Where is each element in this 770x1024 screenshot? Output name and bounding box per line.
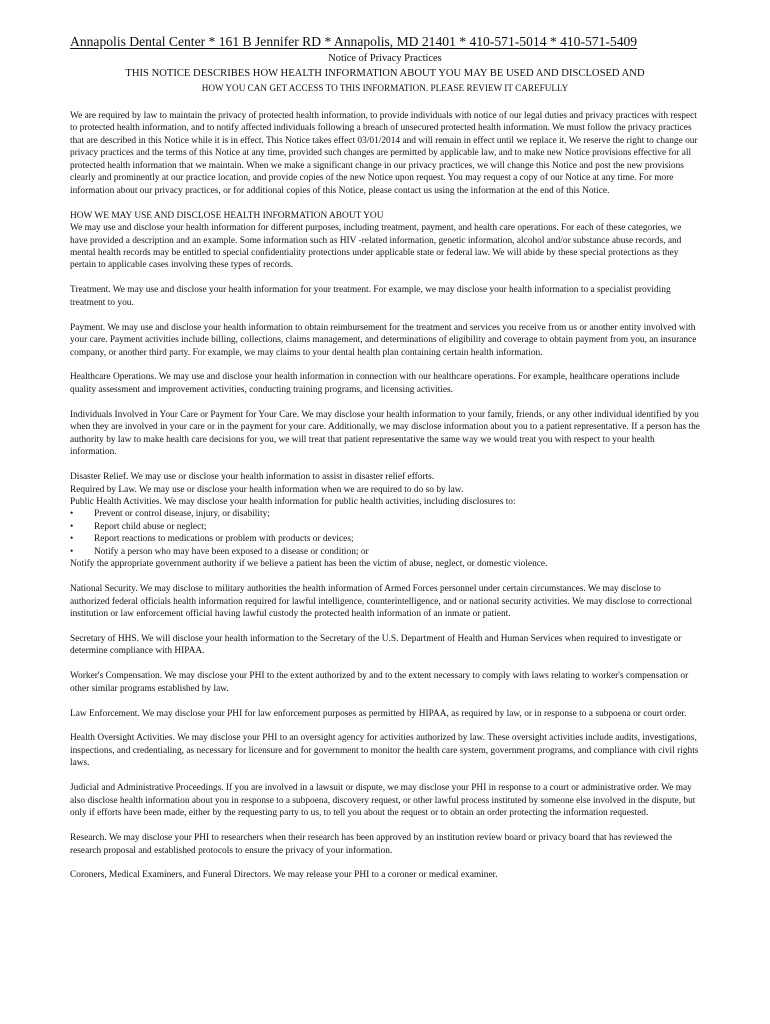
list-item-text: Prevent or control disease, injury, or disability; [94, 509, 270, 520]
workers-compensation-paragraph: Worker's Compensation. We may disclose your PHI to the extent authorized by and to the extent necessary to comply with laws relating to worker's compensation or other similar programs established by law. [70, 671, 689, 694]
list-item-text: Report reactions to medications or problem with products or devices; [94, 534, 354, 545]
list-item-text: Notify a person who may have been exposed to a disease or condition; or [94, 546, 369, 557]
payment-paragraph: Payment. We may use and disclose your health information to obtain reimbursement for the treatment and services you receive from us or another entity involved with your care. Payment activities include billing, collections, claims management, and determinations of eligibility and coverage to obtain payment from you, an insurance company, or another third party. For example, we may claims to your dental health plan containing certain health information. [70, 322, 697, 358]
national-security-paragraph: National Security. We may disclose to military authorities the health information of Armed Forces personnel under certain circumstances. We may disclose to authorized federal officials health information required for lawful intelligence, counterintelligence, and or national security activities. We may disclose to correctional institution or law enforcement official having lawful custody the protected health information of an inmate or patient. [70, 584, 693, 620]
list-item [70, 508, 700, 520]
law-enforcement-paragraph: Law Enforcement. We may disclose your PHI for law enforcement purposes as permitted by HIPAA, as required by law, or in response to a subpoena or court order. [70, 708, 687, 719]
notice-title: Notice of Privacy Practices [328, 53, 442, 64]
bullet-icon: • [70, 509, 74, 520]
disaster-relief-line: Disaster Relief. We may use or disclose your health information to assist in disaster relief efforts. [70, 472, 435, 483]
healthcare-operations-paragraph: Healthcare Operations. We may use and disclose your health information in connection with our healthcare operations. For example, healthcare operations include quality assessment and improvement activities, conducting training programs, and licensing activities. [70, 372, 680, 395]
bullet-icon: • [70, 521, 74, 532]
list-item [70, 533, 700, 545]
coroners-paragraph: Coroners, Medical Examiners, and Funeral Directors. We may release your PHI to a coroner or medical examiner. [70, 870, 498, 881]
notify-government-line: Notify the appropriate government authority if we believe a patient has been the victim of abuse, neglect, or domestic violence. [70, 559, 548, 570]
how-we-use-paragraph: We may use and disclose your health information for different purposes, including treatment, payment, and health care operations. For each of these categories, we have provided a description and an example. Some information such as HIV -related information, genetic information, alcohol and/or substance abuse records, and mental health records may be entitled to special confidentiality protections under applicable state or federal law. We will abide by these special protections as they pertain to applicable cases involving these types of records. [70, 223, 682, 271]
list-item [70, 546, 700, 558]
bullet-icon: • [70, 546, 74, 557]
practice-header: Annapolis Dental Center * 161 B Jennifer RD * Annapolis, MD 21401 * 410-571-5014 * 410-571-5409 [70, 34, 638, 49]
judicial-proceedings-paragraph: Judicial and Administrative Proceedings. If you are involved in a lawsuit or dispute, we may disclose your PHI in response to a court or administrative order. We may also disclose health information about you in response to a subpoena, discovery request, or other lawful process instituted by someone else involved in the dispute, but only if efforts have been made, either by the requesting party to us, to tell you about the request or to obtain an order protecting the information requested. [70, 783, 696, 819]
secretary-hhs-paragraph: Secretary of HHS. We will disclose your health information to the Secretary of the U.S. Department of Health and Human Services when required to investigate or determine compliance with HIPAA. [70, 633, 682, 657]
bullet-icon: • [70, 534, 74, 545]
list-item-text: Report child abuse or neglect; [94, 521, 207, 532]
required-by-law-line: Required by Law. We may use or disclose your health information when we are required to do so by law. [70, 484, 464, 495]
public-health-line: Public Health Activities. We may disclose your health information for public health activities, including disclosures to: [70, 496, 516, 507]
individuals-involved-paragraph: Individuals Involved in Your Care or Payment for Your Care. We may disclose your health information to your family, friends, or any other individual identified by you when they are involved in your care or in the payment for your care. Additionally, we may disclose information about you to a patient representative. If a person has the authority by law to make health care decisions for you, we will treat that patient representative the same way we would treat you with respect to your health information. [70, 409, 700, 458]
health-oversight-paragraph: Health Oversight Activities. We may disclose your PHI to an oversight agency for activities authorized by law. These oversight activities include audits, investigations, inspections, and credentialing, as necessary for licensure and for government to monitor the health care system, government programs, and compliance with civil rights laws. [70, 733, 699, 769]
treatment-paragraph: Treatment. We may use and disclose your health information for your treatment. For example, we may disclose your health information to a specialist providing treatment to you. [70, 285, 671, 308]
intro-paragraph: We are required by law to maintain the privacy of protected health information, to provide individuals with notice of our legal duties and privacy practices with respect to protected health information, and to notify affected individuals following a breach of unsecured protected health information. We must follow the privacy practices that are described in this Notice while it is in effect. This Notice takes effect 03/01/2014 and will remain in effect until we replace it. We reserve the right to change our privacy practices and the terms of this Notice at any time, provided such changes are permitted by applicable law, and to make new Notice provisions effective for all protected health information that we maintain. When we make a significant change in our privacy practices, we will change this Notice and post the new provisions clearly and prominently at our practice location, and provide copies of the new Notice upon request. You may request a copy of our Notice at any time. For more information about our privacy practices, or for additional copies of this Notice, please contact us using the information at the end of this Notice. [70, 111, 698, 196]
how-we-use-heading: HOW WE MAY USE AND DISCLOSE HEALTH INFORMATION ABOUT YOU [70, 210, 384, 221]
list-item [70, 521, 700, 533]
notice-access-heading: HOW YOU CAN GET ACCESS TO THIS INFORMATION. PLEASE REVIEW IT CAREFULLY [201, 83, 569, 93]
notice-body [70, 110, 700, 882]
notice-describes-heading: THIS NOTICE DESCRIBES HOW HEALTH INFORMATION ABOUT YOU MAY BE USED AND DISCLOSED AND [125, 68, 645, 79]
research-paragraph: Research. We may disclose your PHI to researchers when their research has been approved by an institution review board or privacy board that has reviewed the research proposal and established protocols to ensure the privacy of your information. [70, 833, 672, 856]
